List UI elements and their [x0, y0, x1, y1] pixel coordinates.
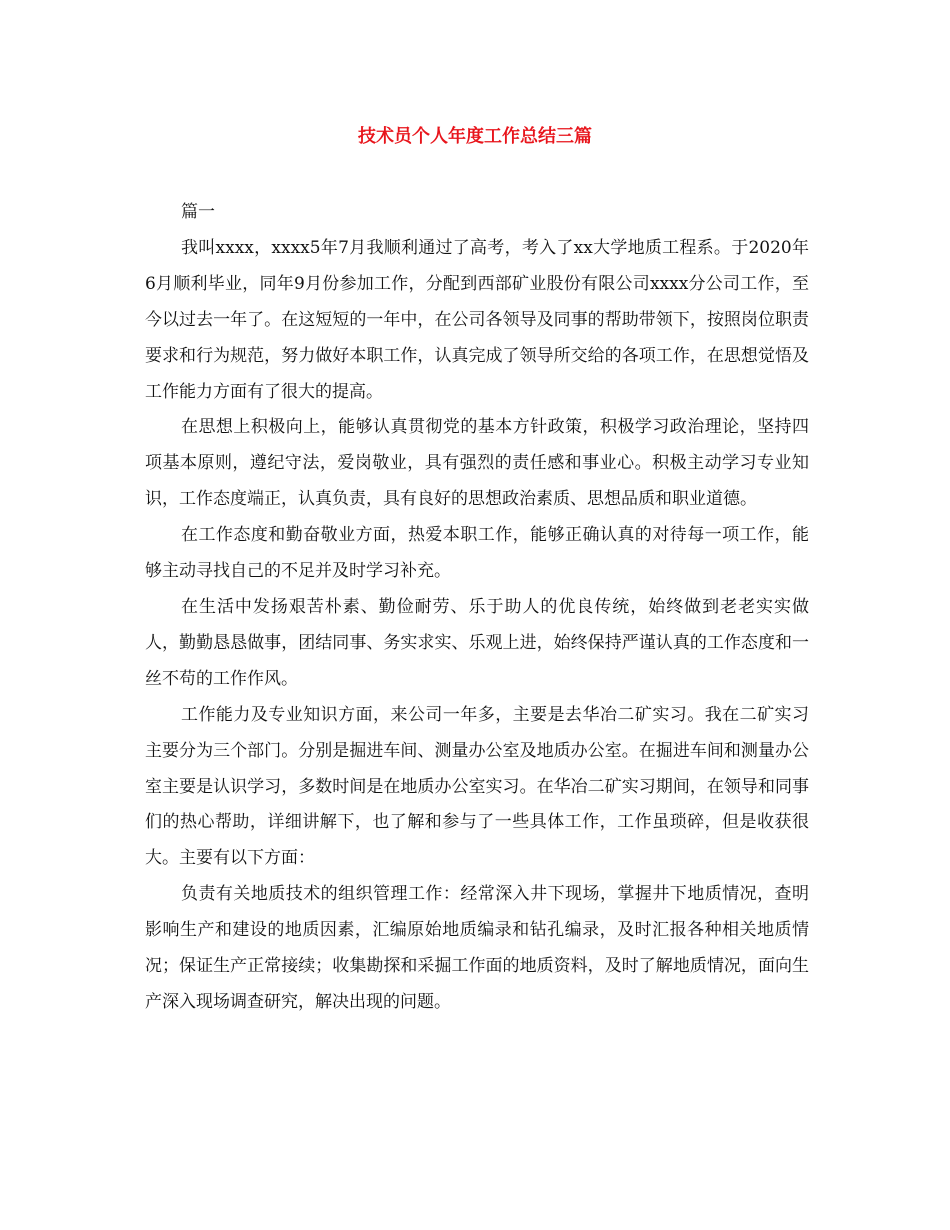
paragraph: 在工作态度和勤奋敬业方面，热爱本职工作，能够正确认真的对待每一项工作，能够主动寻找自己的不足并及时学习补充。: [145, 525, 809, 582]
paragraph: 在思想上积极向上，能够认真贯彻党的基本方针政策，积极学习政治理论，坚持四项基本原则，遵纪守法，爱岗敬业，具有强烈的责任感和事业心。积极主动学习专业知识，工作态度端正，认真负责，具有良好的思想政治素质、思想品质和职业道德。: [145, 417, 809, 510]
section-heading: 篇一: [181, 202, 215, 222]
paragraph: 工作能力及专业知识方面，来公司一年多，主要是去华冶二矿实习。我在二矿实习主要分为三个部门。分别是掘进车间、测量办公室及地质办公室。在掘进车间和测量办公室主要是认识学习，多数时间是在地质办公室实习。在华冶二矿实习期间，在领导和同事们的热心帮助，详细讲解下，也了解和参与了一些具体工作，工作虽琐碎，但是收获很大。主要有以下方面：: [145, 704, 809, 869]
paragraph: 我叫xxxx，xxxx5年7月我顺利通过了高考，考入了xx大学地质工程系。于2020年6月顺利毕业，同年9月份参加工作，分配到西部矿业股份有限公司xxxx分公司工作，至今以过去一年了。在这短短的一年中，在公司各领导及同事的帮助带领下，按照岗位职责要求和行为规范，努力做好本职工作，认真完成了领导所交给的各项工作，在思想觉悟及工作能力方面有了很大的提高。: [145, 237, 809, 402]
document-title: 技术员个人年度工作总结三篇: [358, 126, 592, 147]
paragraph: 负责有关地质技术的组织管理工作：经常深入井下现场，掌握井下地质情况，查明影响生产和建设的地质因素，汇编原始地质编录和钻孔编录，及时汇报各种相关地质情况；保证生产正常接续；收集勘探和采掘工作面的地质资料，及时了解地质情况，面向生产深入现场调查研究，解决出现的问题。: [145, 884, 809, 1012]
paragraph: 在生活中发扬艰苦朴素、勤俭耐劳、乐于助人的优良传统，始终做到老老实实做人，勤勤恳恳做事，团结同事、务实求实、乐观上进，始终保持严谨认真的工作态度和一丝不苟的工作作风。: [145, 596, 809, 689]
document-body: [145, 195, 809, 1021]
